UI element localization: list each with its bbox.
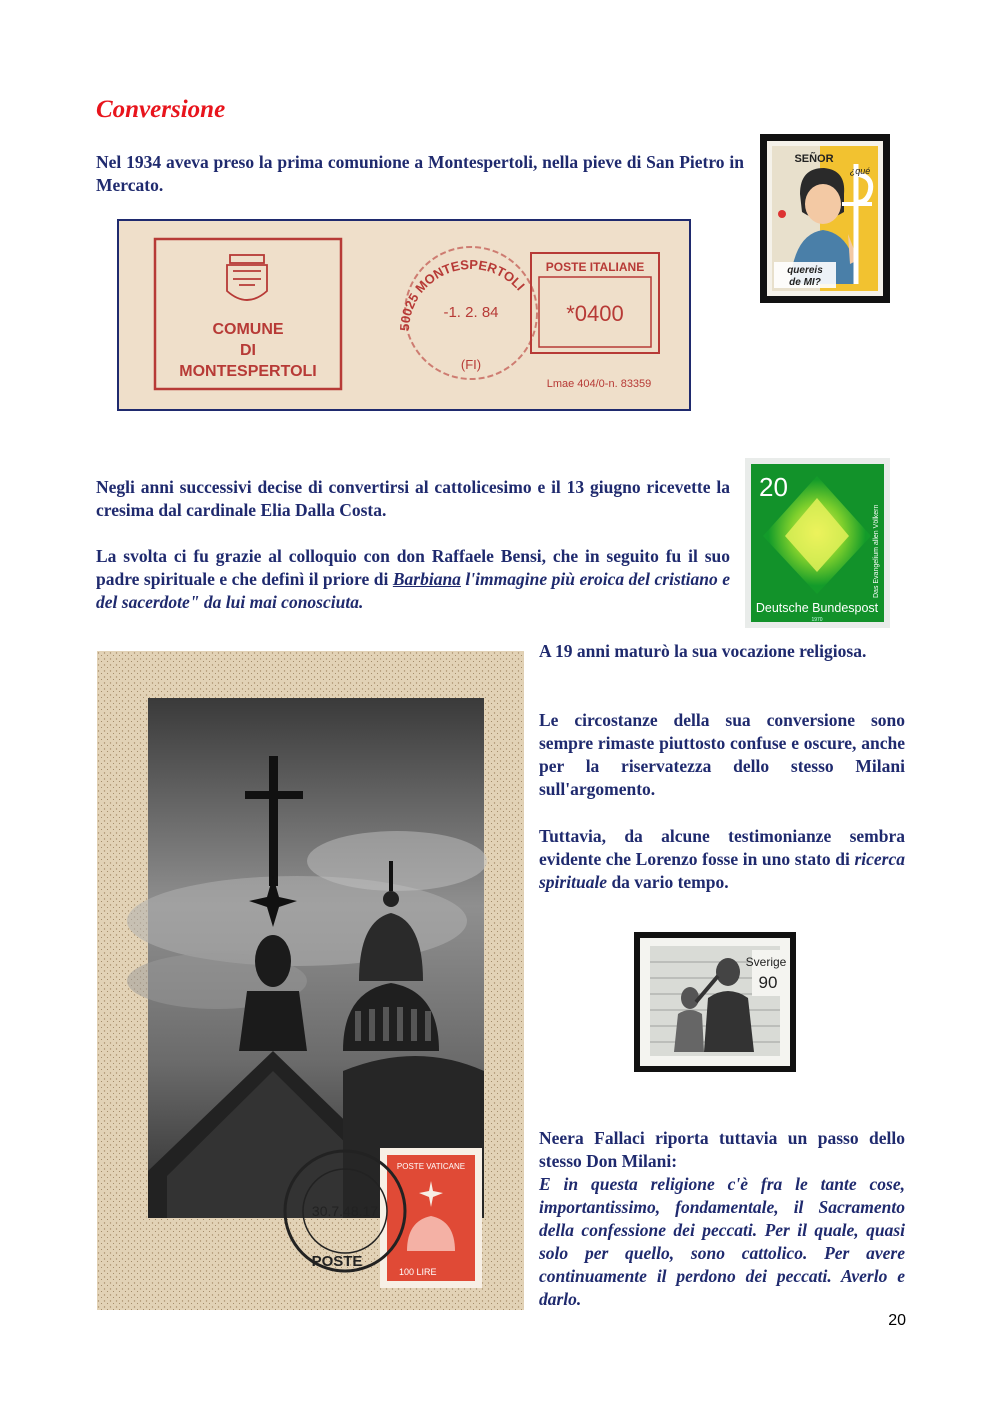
paragraph-conversion: Negli anni successivi decise di convertirsi al cattolicesimo e il 13 giugno ricevette la cresima dal cardinale Elia Dalla Costa.: [96, 477, 730, 520]
meter-circle-top: 50025 MONTESPERTOLI: [396, 256, 528, 332]
stamp-senor-bottom-text: quereis: [787, 265, 823, 276]
paragraph-testimonies-italic: ricerca spirituale: [539, 849, 905, 892]
meter-town-line3: MONTESPERTOLI: [179, 363, 317, 380]
stamp-sverige: [634, 932, 796, 1072]
paragraph-first-communion: Nel 1934 aveva preso la prima comunione a Montespertoli, nella pieve di San Pietro in Mercato.: [96, 152, 744, 195]
meter-serial: Lmae 404/0-n. 83359: [546, 378, 652, 390]
postcard-cross-dome: [97, 651, 524, 1310]
stamp-de-side-text: Das Evangelium allen Völkern: [873, 504, 880, 598]
paragraph-testimonies: [539, 825, 905, 894]
meter-town-line1: COMUNE: [212, 321, 284, 338]
meter-town-line2: DI: [240, 342, 256, 359]
postcard-postmark-date: 30.7.48.17: [311, 1203, 379, 1219]
meter-mark-drawing: [119, 221, 689, 409]
vatican-stamp-text: POSTE VATICANE: [396, 1162, 466, 1171]
paragraph-bensi-text: La svolta ci fu grazie al colloquio con don Raffaele Bensi, che in seguito fu il suo padre spirituale e che definì il priore di: [96, 546, 730, 589]
vatican-stamp-value: 100 LIRE: [399, 1267, 437, 1277]
stamp-senor-top-text-2: ¿qué: [849, 166, 871, 176]
stamp-senor-top-text: SEÑOR: [794, 153, 834, 165]
stamp-de-value: 20: [759, 472, 788, 502]
link-barbiana[interactable]: Barbiana: [392, 569, 461, 589]
paragraph-vocation: A 19 anni maturò la sua vocazione religiosa.: [539, 641, 867, 661]
meter-circle-bottom: (FI): [460, 357, 482, 372]
paragraph-fallaci: Neera Fallaci riporta tuttavia un passo dello stesso Don Milani:: [539, 1128, 905, 1171]
paragraph-circumstances: Le circostanze della sua conversione sono sempre rimaste piuttosto confuse e oscure, anche per la riservatezza dello stesso Milani sull'argomento.: [539, 710, 905, 799]
page-title: Conversione: [96, 96, 226, 123]
stamp-senor-que-quereis: [760, 134, 890, 303]
stamp-sv-country: Sverige: [745, 955, 787, 969]
stamp-sv-value: 90: [758, 973, 778, 992]
stamp-de-year: 1970: [811, 617, 823, 623]
paragraph-bensi-quote: l'immagine più eroica del cristiano e del sacerdote" da lui mai conosciuta.: [96, 569, 730, 612]
meter-value: *0400: [566, 301, 624, 326]
meter-poste-italiane: POSTE ITALIANE: [545, 260, 645, 274]
meter-mark-montespertoli: [117, 219, 691, 411]
paragraph-bensi: [96, 545, 730, 614]
postcard-postmark-text: POSTE: [311, 1253, 363, 1270]
paragraph-testimonies-text: Tuttavia, da alcune testimonianze sembra evidente che Lorenzo fosse in uno stato di: [539, 826, 905, 869]
stamp-deutsche-bundespost: [745, 458, 890, 628]
stamp-de-country: Deutsche Bundespost: [755, 601, 879, 615]
paragraph-testimonies-end: da vario tempo.: [607, 872, 729, 892]
stamp-de-drawing: [745, 458, 890, 628]
postcard-drawing: [97, 651, 524, 1310]
stamp-senor-drawing: [760, 134, 890, 303]
paragraph-milani-quote: E in questa religione c'è fra le tante cose, importantissimo, fondamentale, il Sacramento della confessione dei peccati. Per il quale, quasi solo per quello, sono cattolico. Per avere continuamente il perdono dei peccati. Averlo e darlo.: [539, 1174, 905, 1309]
meter-date: -1. 2. 84: [443, 304, 499, 321]
stamp-sv-drawing: [634, 932, 796, 1072]
stamp-senor-bottom-text-2: de MI?: [789, 277, 821, 288]
page-number: 20: [888, 1312, 906, 1329]
